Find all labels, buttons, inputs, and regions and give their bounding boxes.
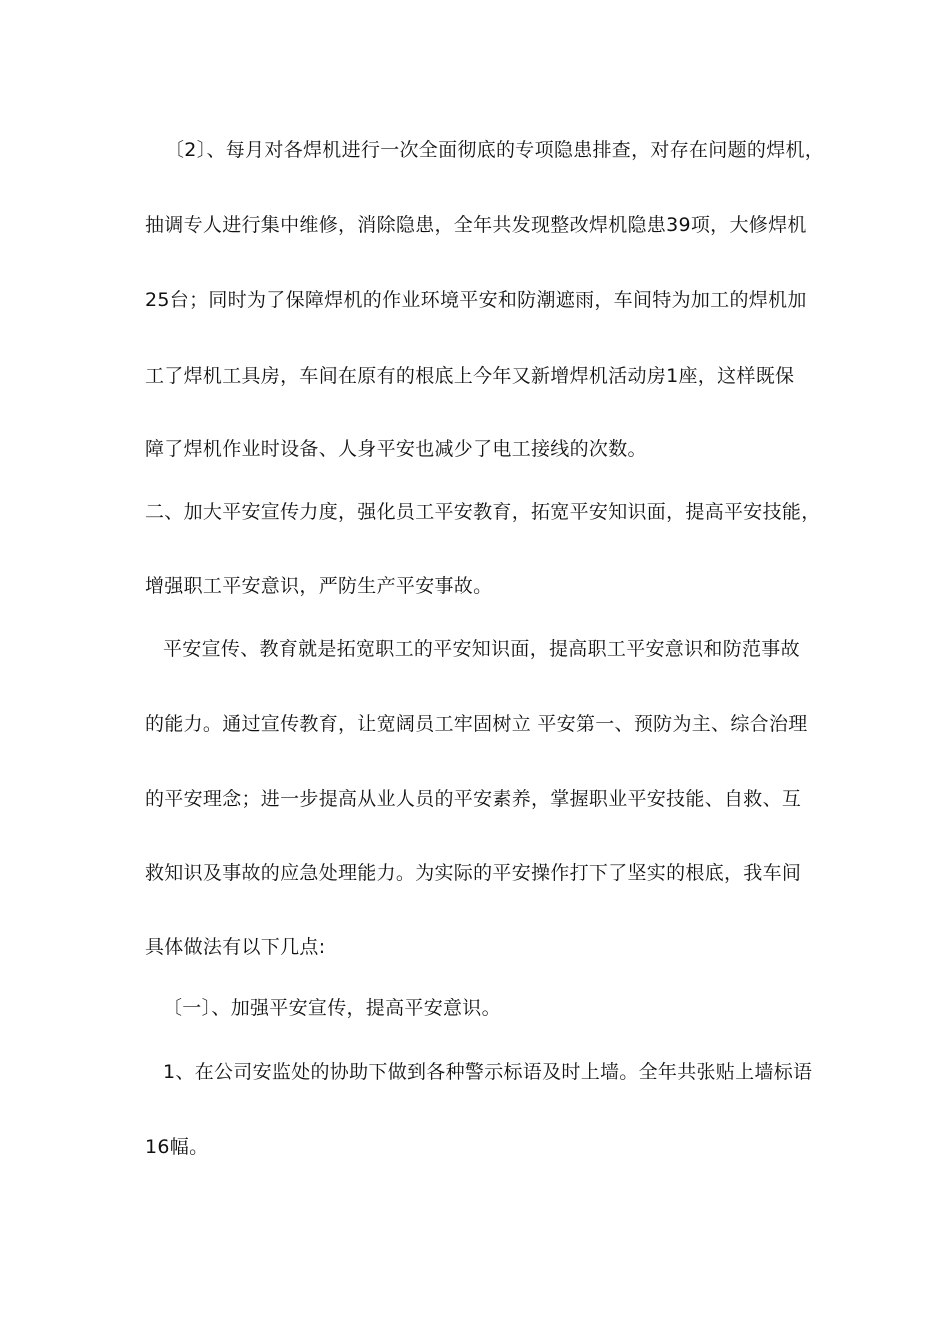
paragraph-line-1: 〔2〕、每月对各焊机进行一次全面彻底的专项隐患排查，对存在问题的焊机， [165, 139, 825, 161]
paragraph-line-9: 救知识及事故的应急处理能力。为实际的平安操作打下了坚实的根底，我车间 [145, 862, 802, 884]
paragraph-line-3: 25台；同时为了保障焊机的作业环境平安和防潮遮雨，车间特为加工的焊机加 [145, 289, 807, 311]
paragraph-line-7: 的能力。通过宣传教育，让宽阔员工牢固树立 平安第一、预防为主、综合治理 [145, 713, 808, 735]
paragraph-line-5: 障了焊机作业时设备、人身平安也减少了电工接线的次数。 [145, 438, 647, 460]
paragraph-line-8: 的平安理念；进一步提高从业人员的平安素养，掌握职业平安技能、自救、互 [145, 788, 802, 810]
list-item-1-line-1: 1、在公司安监处的协助下做到各种警示标语及时上墙。全年共张贴上墙标语 [163, 1061, 813, 1083]
section-heading-line-1: 二、加大平安宣传力度，强化员工平安教育，拓宽平安知识面，提高平安技能， [145, 501, 821, 523]
section-heading-line-2: 增强职工平安意识，严防生产平安事故。 [145, 575, 493, 597]
paragraph-line-6: 平安宣传、教育就是拓宽职工的平安知识面，提高职工平安意识和防范事故 [163, 638, 800, 660]
paragraph-line-4: 工了焊机工具房，车间在原有的根底上今年又新增焊机活动房1座，这样既保 [145, 365, 795, 387]
list-item-1-line-2: 16幅。 [145, 1136, 209, 1158]
subsection-heading: 〔一〕、加强平安宣传，提高平安意识。 [163, 997, 501, 1019]
paragraph-line-10: 具体做法有以下几点: [145, 936, 326, 958]
paragraph-line-2: 抽调专人进行集中维修，消除隐患，全年共发现整改焊机隐患39项，大修焊机 [145, 214, 807, 236]
